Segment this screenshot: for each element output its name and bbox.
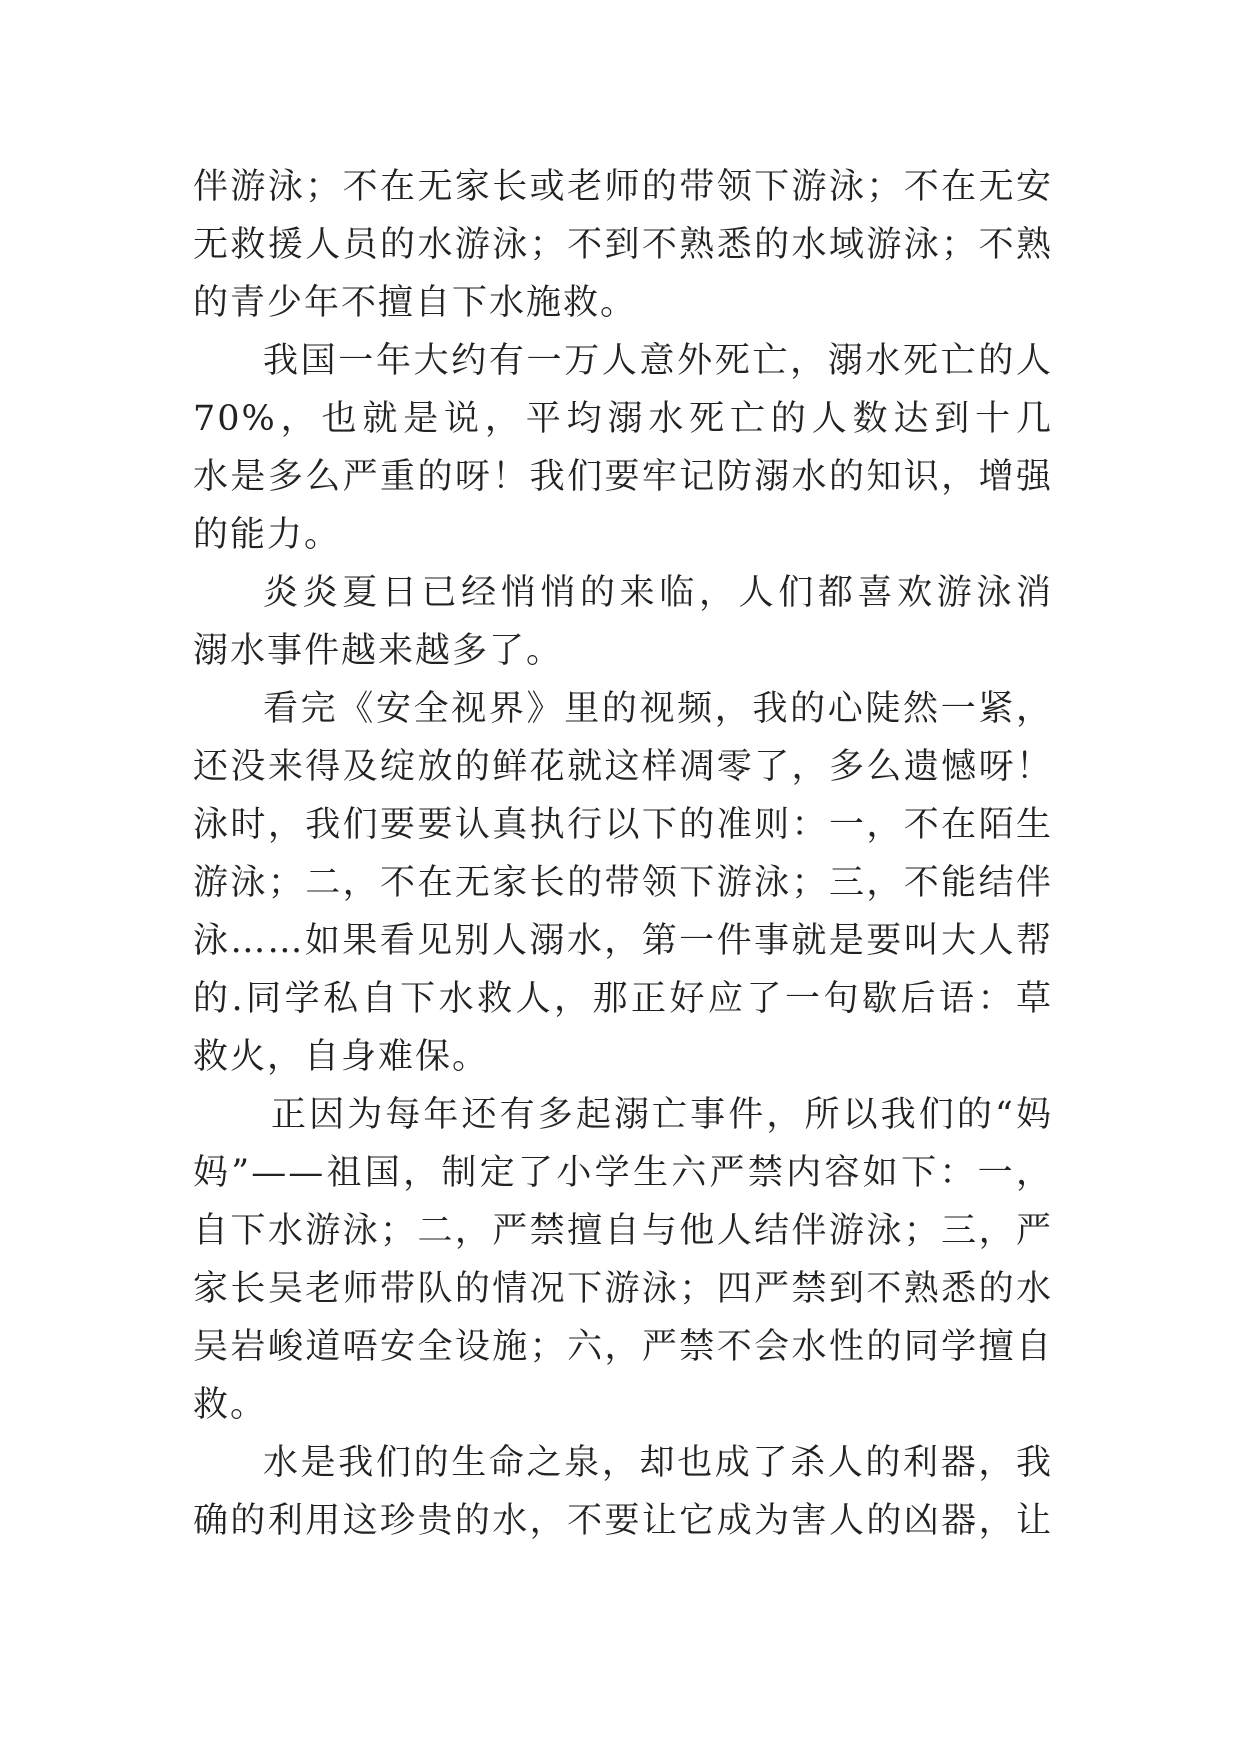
text-line: 救火，自身难保。 — [193, 1037, 490, 1077]
text-line: 泳……如果看见别人溺水，第一件事就是要叫大人帮 — [193, 921, 1053, 961]
paragraph-4 — [193, 680, 1053, 1086]
text-line: 游泳；二，不在无家长的带领下游泳；三，不能结伴 — [193, 863, 1053, 903]
text-line: 水是我们的生命之泉，却也成了杀人的利器，我 — [263, 1443, 1053, 1483]
text-line: 确的利用这珍贵的水，不要让它成为害人的凶器，让 — [193, 1501, 1053, 1541]
text-line: 看完《安全视界》里的视频，我的心陡然一紧， — [263, 689, 1053, 729]
paragraph-6 — [193, 1434, 1053, 1550]
text-line: 70%，也就是说，平均溺水死亡的人数达到十几 — [193, 399, 1053, 439]
document-body — [193, 158, 1053, 1550]
text-line: 吴岩峻道唔安全设施；六，严禁不会水性的同学擅自 — [193, 1327, 1053, 1367]
text-line: 溺水事件越来越多了。 — [193, 631, 564, 671]
text-line: 正因为每年还有多起溺亡事件，所以我们的“妈 — [271, 1095, 1053, 1135]
paragraph-3 — [193, 564, 1053, 680]
text-line: 的青少年不擅自下水施救。 — [193, 283, 638, 323]
text-line: 泳时，我们要要认真执行以下的准则：一，不在陌生 — [193, 805, 1053, 845]
paragraph-1 — [193, 158, 1053, 332]
text-line: 的能力。 — [193, 515, 342, 555]
text-line: 的.同学私自下水救人，那正好应了一句歇后语：草 — [193, 979, 1053, 1019]
paragraph-5 — [193, 1086, 1053, 1434]
text-line: 炎炎夏日已经悄悄的来临，人们都喜欢游泳消 — [263, 573, 1053, 613]
text-line: 还没来得及绽放的鲜花就这样凋零了，多么遗憾呀！ — [193, 747, 1053, 787]
text-line: 无救援人员的水游泳；不到不熟悉的水域游泳；不熟 — [193, 225, 1053, 265]
text-line: 水是多么严重的呀！我们要牢记防溺水的知识，增强 — [193, 457, 1053, 497]
text-line: 妈”——祖国，制定了小学生六严禁内容如下：一， — [193, 1153, 1053, 1193]
text-line: 伴游泳；不在无家长或老师的带领下游泳；不在无安 — [193, 167, 1053, 207]
text-line: 自下水游泳；二，严禁擅自与他人结伴游泳；三，严 — [193, 1211, 1053, 1251]
text-line: 我国一年大约有一万人意外死亡，溺水死亡的人 — [263, 341, 1053, 381]
paragraph-2 — [193, 332, 1053, 564]
text-line: 救。 — [193, 1385, 268, 1425]
text-line: 家长吴老师带队的情况下游泳；四严禁到不熟悉的水 — [193, 1269, 1053, 1309]
